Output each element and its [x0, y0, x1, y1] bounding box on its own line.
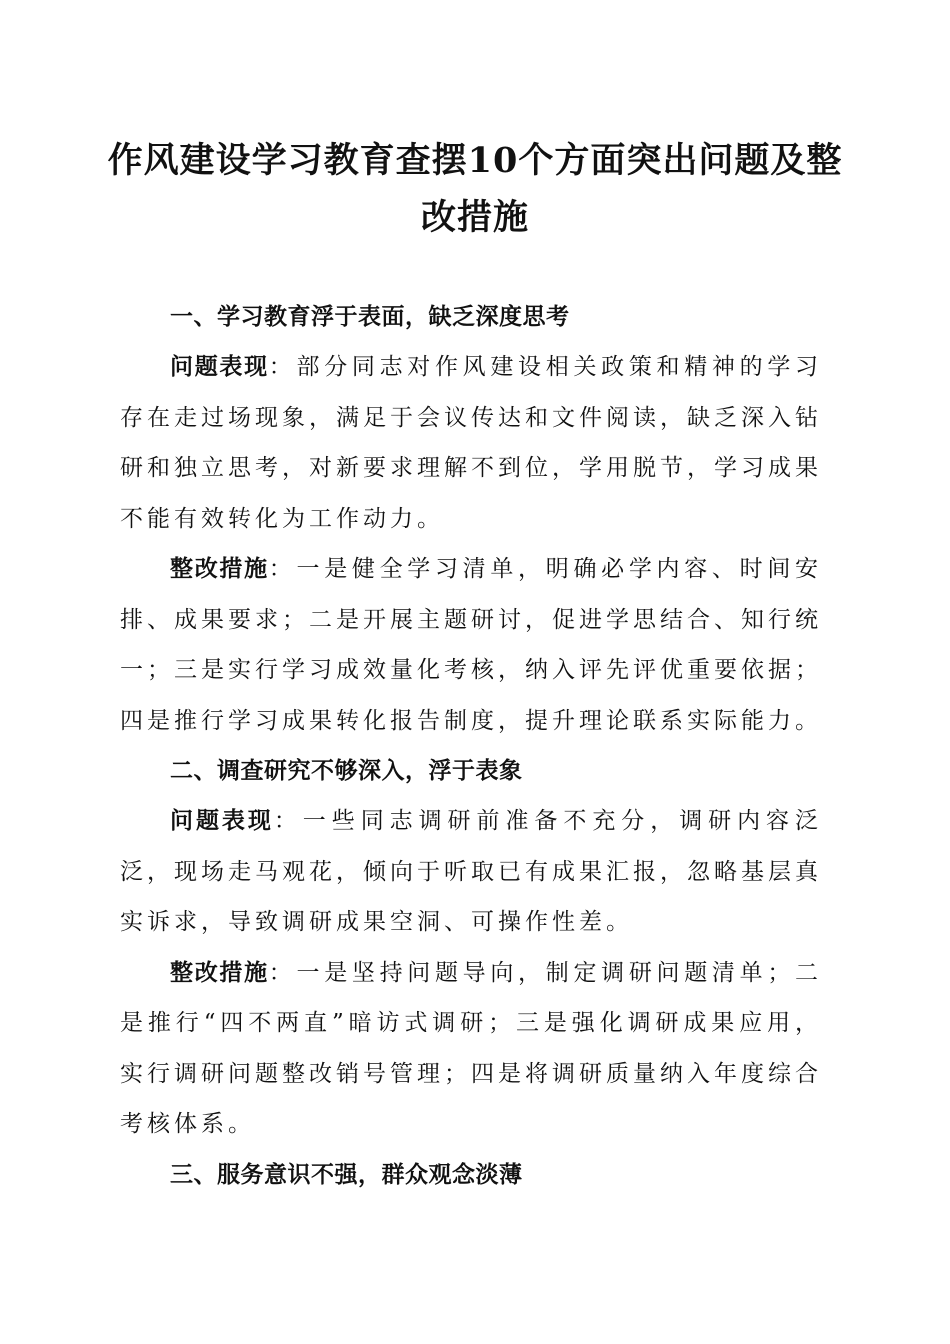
problem-paragraph — [120, 796, 822, 948]
problem-label: 问题表现 — [170, 808, 274, 834]
section-heading: 一、学习教育浮于表面，缺乏深度思考 — [170, 304, 570, 330]
problem-text: ：一些同志调研前准备不充分，调研内容泛泛，现场走马观花，倾向于听取已有成果汇报，忽略基层真实诉求，导致调研成果空洞、可操作性差。 — [120, 808, 823, 935]
document-title: 作风建设学习教育查摆10个方面突出问题及整改措施 — [107, 140, 843, 238]
document-body — [120, 292, 822, 1200]
section-2 — [120, 746, 822, 1150]
section-1 — [120, 292, 822, 746]
measure-label: 整改措施 — [170, 556, 269, 582]
section-heading: 三、服务意识不强，群众观念淡薄 — [170, 1161, 523, 1188]
measure-paragraph — [120, 948, 822, 1150]
problem-paragraph — [120, 342, 822, 544]
measure-text: ：一是健全学习清单，明确必学内容、时间安排、成果要求；二是开展主题研讨，促进学思结合、知行统一；三是实行学习成效量化考核，纳入评先评优重要依据；四是推行学习成果转化报告制度，提升理论联系实际能力。 — [120, 556, 823, 734]
problem-label: 问题表现 — [170, 354, 269, 380]
measure-label: 整改措施 — [170, 959, 269, 986]
measure-text: ：一是坚持问题导向，制定调研问题清单；二是推行“四不两直”暗访式调研；三是强化调研成果应用，实行调研问题整改销号管理；四是将调研质量纳入年度综合考核体系。 — [120, 959, 823, 1137]
problem-text: ：部分同志对作风建设相关政策和精神的学习存在走过场现象，满足于会议传达和文件阅读，缺乏深入钻研和独立思考，对新要求理解不到位，学用脱节，学习成果不能有效转化为工作动力。 — [120, 354, 823, 532]
section-3 — [120, 1150, 822, 1200]
section-heading: 二、调查研究不够深入，浮于表象 — [170, 758, 523, 784]
measure-paragraph — [120, 544, 822, 746]
